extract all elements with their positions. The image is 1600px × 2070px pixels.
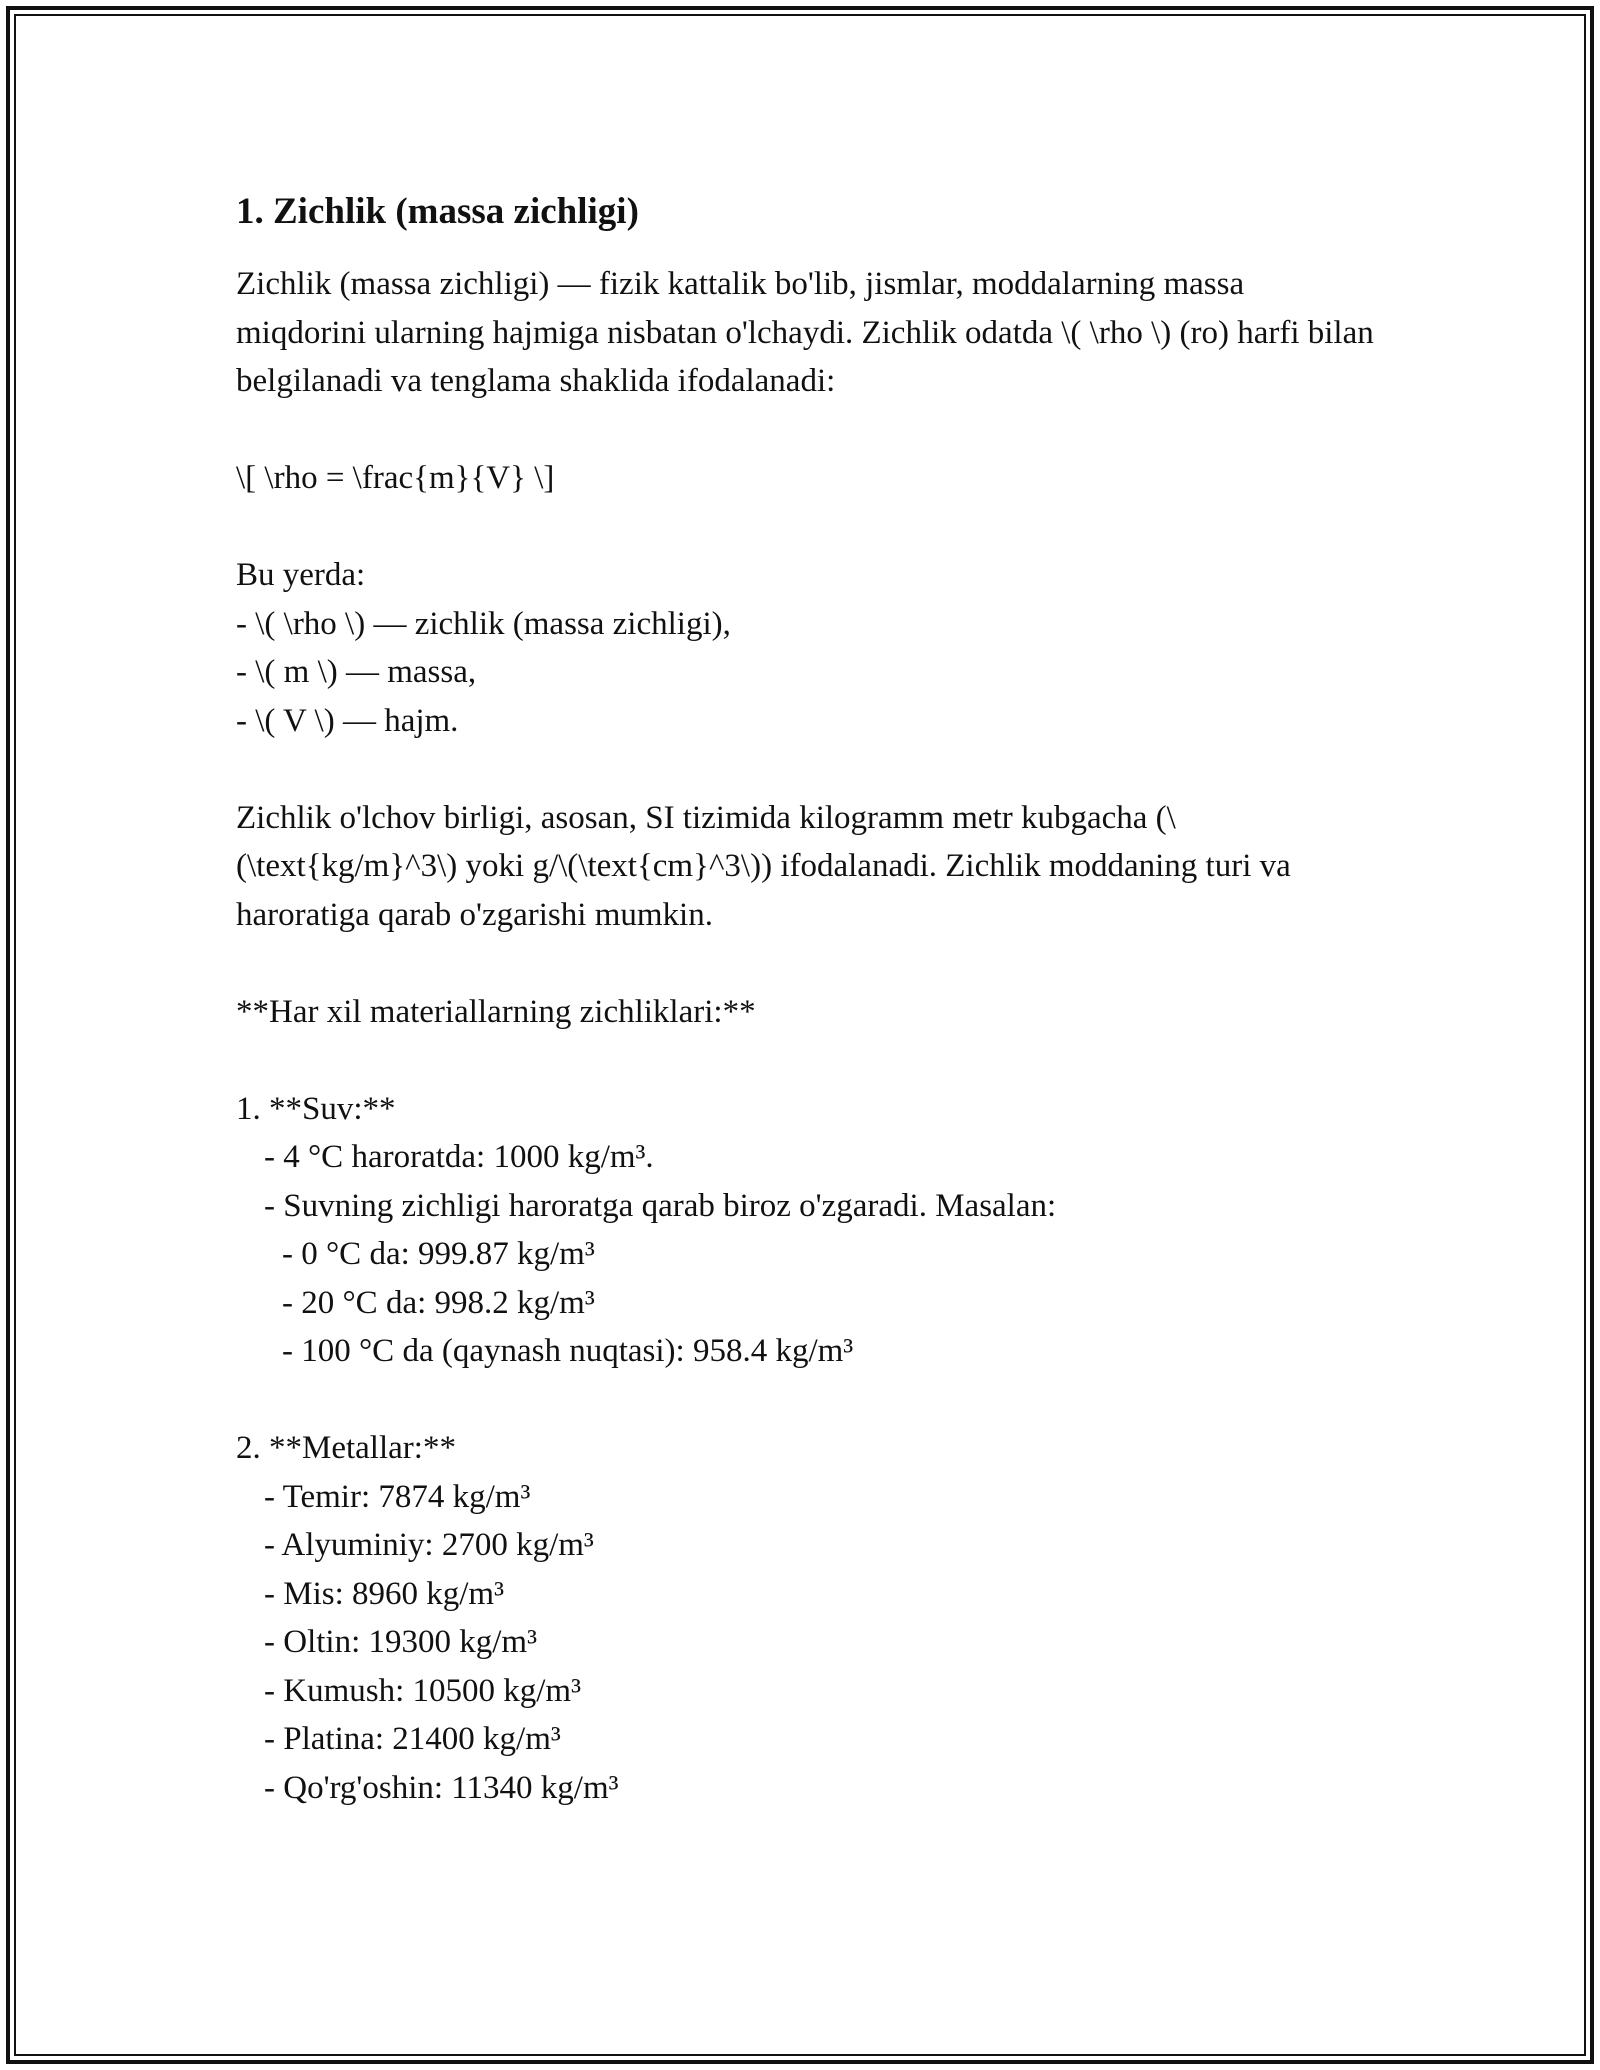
- where-label: Bu yerda:: [236, 557, 366, 593]
- density-formula: \[ \rho = \frac{m}{V} \]: [236, 460, 555, 496]
- metal-item: - Kumush: 10500 kg/m³: [264, 1672, 581, 1709]
- metal-item: - Qo'rg'oshin: 11340 kg/m³: [264, 1769, 619, 1806]
- units-paragraph: Zichlik o'lchov birligi, asosan, SI tizimida kilogramm metr kubgacha (\(\text{kg/m}^3\) yoki g/\(\text{cm}^3\)) ifodalanadi. Zichlik moddaning turi va haroratiga qarab o'zgarishi mumkin.: [236, 799, 1291, 933]
- water-title: 1. **Suv:**: [236, 1090, 396, 1127]
- intro-paragraph: Zichlik (massa zichligi) — fizik kattalik bo'lib, jismlar, moddalarning massa miqdorini ularning hajmiga nisbatan o'lchaydi. Zichlik odatda \( \rho \) (ro) harfi bilan belgilanadi va tenglama shaklida ifodalanadi:: [236, 266, 1374, 399]
- metal-item: - Oltin: 19300 kg/m³: [264, 1624, 537, 1660]
- water-subitem: - 20 °C da: 998.2 kg/m³: [282, 1284, 595, 1321]
- metal-item: - Temir: 7874 kg/m³: [264, 1478, 531, 1515]
- where-item-rho: - \( \rho \) — zichlik (massa zichligi),: [236, 605, 731, 642]
- water-item: - 4 °C haroratda: 1000 kg/m³.: [264, 1139, 654, 1175]
- metal-item: - Mis: 8960 kg/m³: [264, 1575, 504, 1612]
- metal-item: - Platina: 21400 kg/m³: [264, 1721, 561, 1757]
- water-item: - Suvning zichligi haroratga qarab biroz o'zgaradi. Masalan:: [264, 1187, 1057, 1224]
- water-subitem: - 0 °C da: 999.87 kg/m³: [282, 1236, 595, 1272]
- section-heading: 1. Zichlik (massa zichligi): [236, 191, 639, 232]
- document-content: [236, 186, 1376, 1812]
- where-item-mass: - \( m \) — massa,: [236, 654, 477, 690]
- where-item-volume: - \( V \) — hajm.: [236, 702, 459, 739]
- metals-title: 2. **Metallar:**: [236, 1430, 456, 1466]
- metal-item: - Alyuminiy: 2700 kg/m³: [264, 1527, 594, 1563]
- water-subitem: - 100 °C da (qaynash nuqtasi): 958.4 kg/m³: [282, 1333, 854, 1369]
- materials-heading: **Har xil materiallarning zichliklari:**: [236, 993, 756, 1030]
